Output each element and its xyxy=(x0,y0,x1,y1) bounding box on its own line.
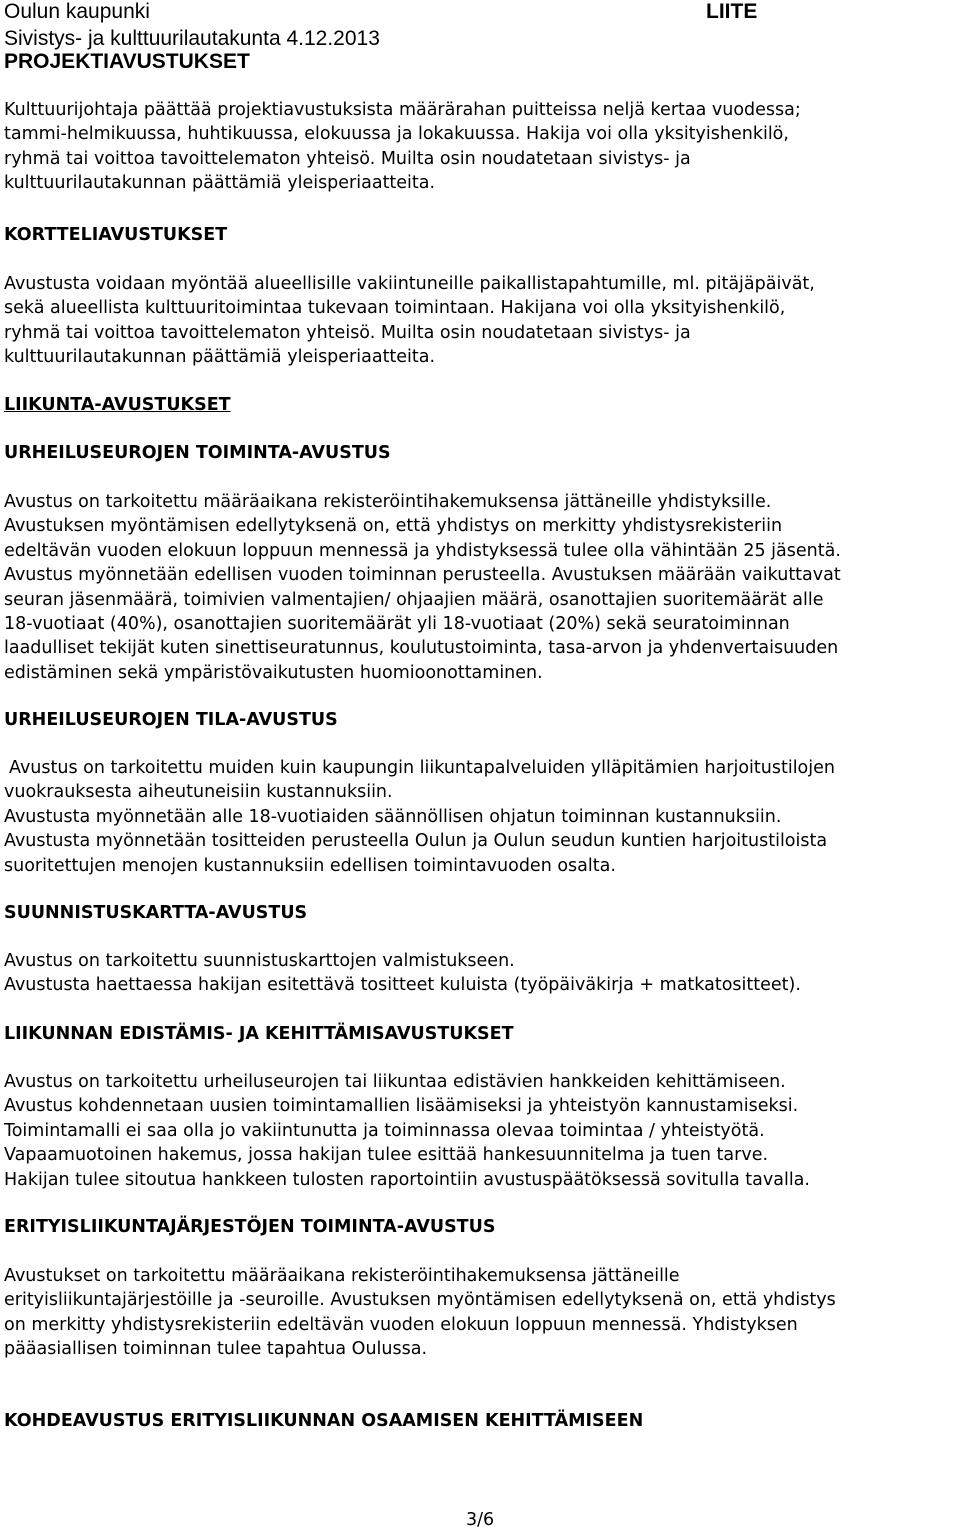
section-paragraph-suunnistuskartta-avustus: Avustus on tarkoitettu suunnistuskarttojen valmistukseen. Avustusta haettaessa hakijan esitettävä tositteet kuluista (työpäiväkirja + matkatositteet). xyxy=(4,951,801,996)
section-heading-kortteliavustukset: KORTTELIAVUSTUKSET xyxy=(4,225,228,245)
intro-paragraph: Kulttuurijohtaja päättää projektiavustuksista määrärahan puitteissa neljä kertaa vuodessa; tammi-helmikuussa, huhtikuussa, elokuussa ja lokakuussa. Hakija voi olla yksityishenkilö, ryhmä tai voittoa tavoittelematon yhteisö. Muilta osin noudatetaan sivistys- ja kulttuurilautakunnan päättämiä yleisperiaatteita. xyxy=(4,100,801,194)
section-heading-kohdeavustus: KOHDEAVUSTUS ERITYISLIIKUNNAN OSAAMISEN KEHITTÄMISEEN xyxy=(4,1411,644,1431)
section-paragraph-toiminta-avustus: Avustus on tarkoitettu määräaikana rekisteröintihakemuksensa jättäneille yhdistyksille. Avustuksen myöntämisen edellytyksenä on, että yhdistys on merkitty yhdistysrekisteriin edeltävän vuoden elokuun loppuun mennessä ja yhdistyksessä tulee olla vähintään 25 jäsentä. Avustus myönnetään edellisen vuoden toiminnan perusteella. Avustuksen määrään vaikuttavat seuran jäsenmäärä, toimivien valmentajien/ ohjaajien määrä, osanottajien suoritemäärät alle 18-vuotiaat (40%), osanottajien suoritemäärät yli 18-vuotiaat (20%) sekä seuratoiminnan laadulliset tekijät kuten sinettiseuratunnus, koulutustoiminta, tasa-arvon ja yhdenvertaisuuden edistäminen sekä ympäristövaikutusten huomioonottaminen. xyxy=(4,492,841,683)
section-paragraph-edistamis-avustukset: Avustus on tarkoitettu urheiluseurojen tai liikuntaa edistävien hankkeiden kehittämiseen. Avustus kohdennetaan uusien toimintamallien lisäämiseksi ja yhteistyön kannustamiseksi. Toimintamalli ei saa olla jo vakiintunutta ja toiminnassa olevaa toimintaa / yhteistyötä. Vapaamuotoinen hakemus, jossa hakijan tulee esittää hankesuunnitelma ja tuen tarve. Hakijan tulee sitoutua hankkeen tulosten raportointiin avustuspäätöksessä sovitulla tavalla. xyxy=(4,1072,810,1190)
city-name: Oulun kaupunki xyxy=(4,0,150,23)
section-heading-tila-avustus: URHEILUSEUROJEN TILA-AVUSTUS xyxy=(4,710,338,730)
appendix-label: LIITE xyxy=(706,0,758,23)
section-heading-suunnistuskartta-avustus: SUUNNISTUSKARTTA-AVUSTUS xyxy=(4,903,308,923)
section-heading-toiminta-avustus: URHEILUSEUROJEN TOIMINTA-AVUSTUS xyxy=(4,443,391,463)
document-title: PROJEKTIAVUSTUKSET xyxy=(4,50,250,73)
section-paragraph-kortteliavustukset: Avustusta voidaan myöntää alueellisille vakiintuneille paikallistapahtumille, ml. pitäjäpäivät, sekä alueellista kulttuuritoimintaa tukevaan toimintaan. Hakijana voi olla yksityishenkilö, ryhmä tai voittoa tavoittelematon yhteisö. Muilta osin noudatetaan sivistys- ja kulttuurilautakunnan päättämiä yleisperiaatteita. xyxy=(4,274,815,368)
page-number: 3/6 xyxy=(466,1510,495,1530)
section-heading-erityisliikuntajarjestot: ERITYISLIIKUNTAJÄRJESTÖJEN TOIMINTA-AVUSTUS xyxy=(4,1217,496,1237)
section-paragraph-erityisliikuntajarjestot: Avustukset on tarkoitettu määräaikana rekisteröintihakemuksensa jättäneille erityisliikuntajärjestöille ja -seuroille. Avustuksen myöntämisen edellytyksenä on, että yhdistys on merkitty yhdistysrekisteriin edeltävän vuoden elokuun loppuun mennessä. Yhdistyksen pääasiallisen toiminnan tulee tapahtua Oulussa. xyxy=(4,1266,836,1360)
board-and-date: Sivistys- ja kulttuurilautakunta 4.12.2013 xyxy=(4,27,380,50)
section-heading-liikunta-avustukset: LIIKUNTA-AVUSTUKSET xyxy=(4,395,231,415)
section-paragraph-tila-avustus: Avustus on tarkoitettu muiden kuin kaupungin liikuntapalveluiden ylläpitämien harjoitustilojen vuokrauksesta aiheutuneisiin kustannuksiin. Avustusta myönnetään alle 18-vuotiaiden säännöllisen ohjatun toiminnan kustannuksiin. Avustusta myönnetään tositteiden perusteella Oulun ja Oulun seudun kuntien harjoitustiloista suoritettujen menojen kustannuksiin edellisen toimintavuoden osalta. xyxy=(4,758,835,876)
section-heading-edistamis-avustukset: LIIKUNNAN EDISTÄMIS- JA KEHITTÄMISAVUSTUKSET xyxy=(4,1024,514,1044)
